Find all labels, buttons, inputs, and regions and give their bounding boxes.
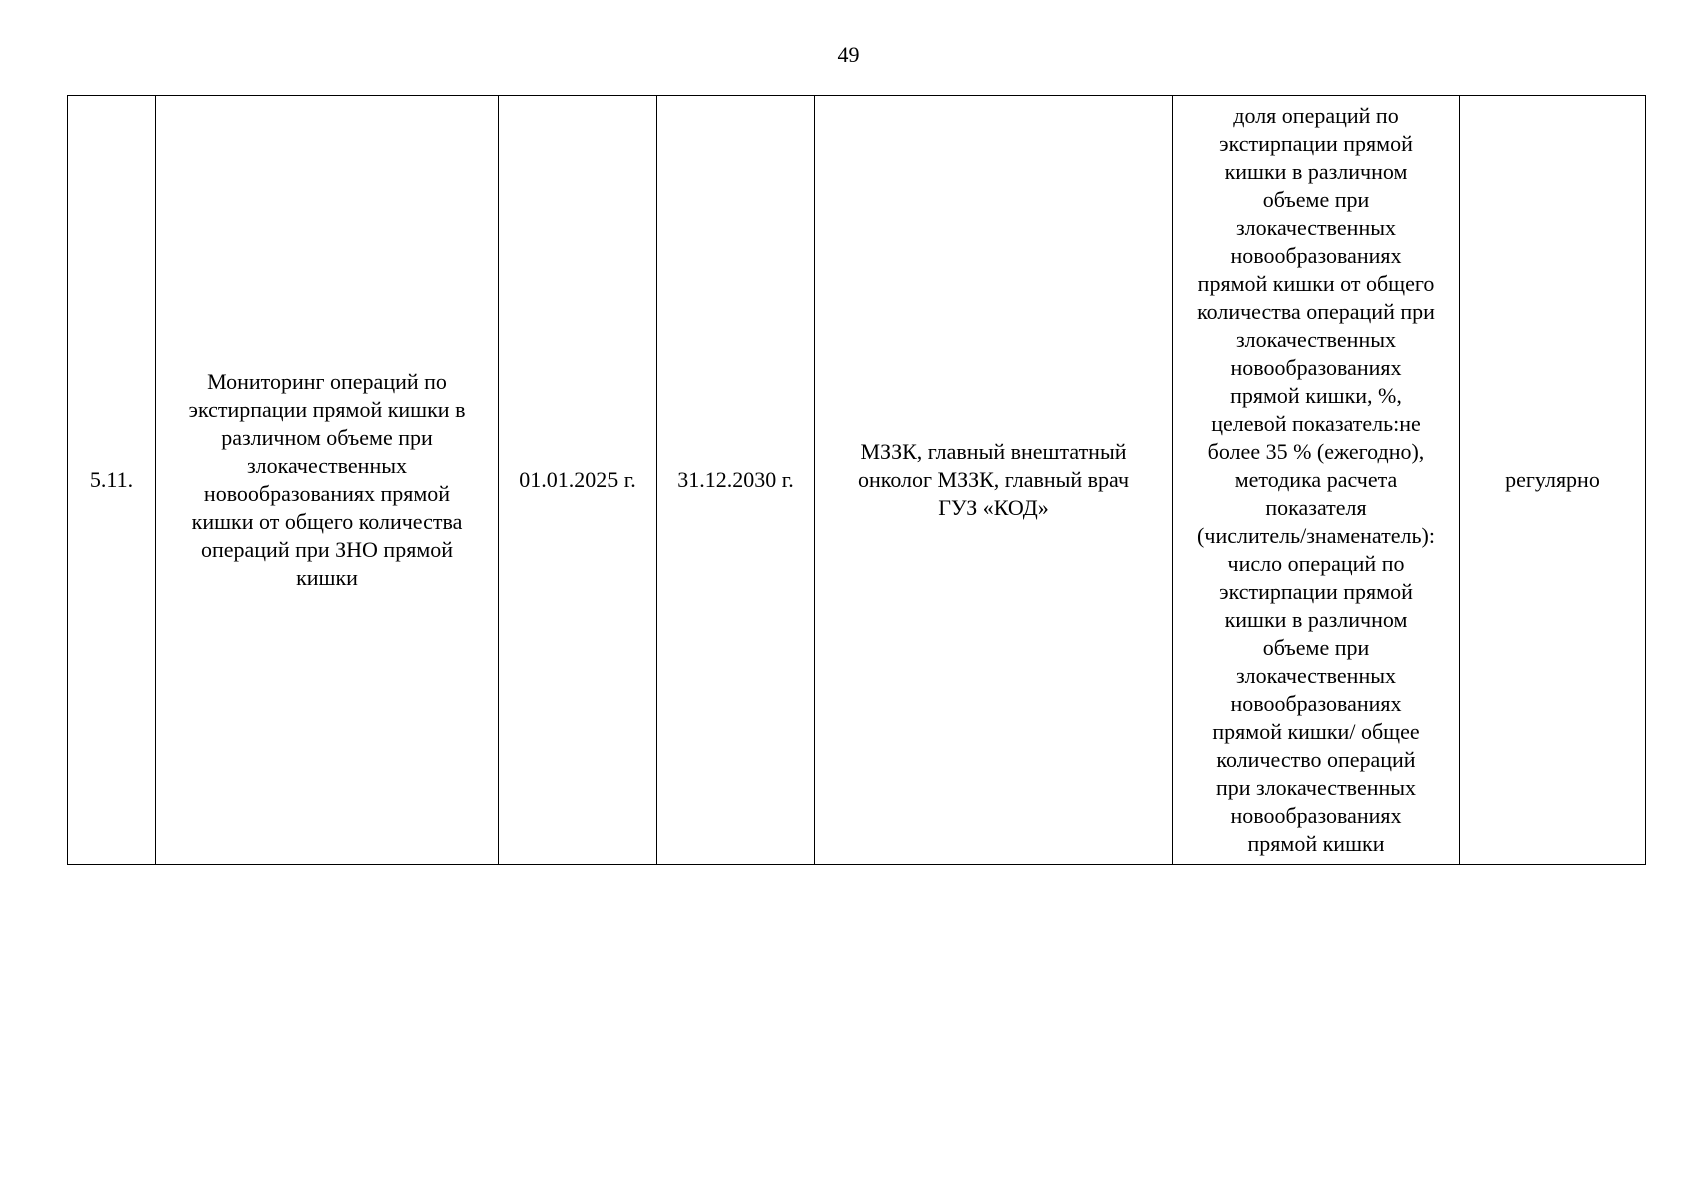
end-date-cell: 31.12.2030 г. bbox=[657, 96, 815, 865]
periodicity-cell: регулярно bbox=[1460, 96, 1646, 865]
measure-name-cell: Мониторинг операций по экстирпации прямой кишки в различном объеме при злокачественных новообразованиях прямой кишки от общего количества операций при ЗНО прямой кишки bbox=[156, 96, 499, 865]
page-number: 49 bbox=[837, 42, 860, 67]
start-date-cell: 01.01.2025 г. bbox=[499, 96, 657, 865]
measures-table bbox=[67, 95, 1646, 865]
row-number-cell: 5.11. bbox=[68, 96, 156, 865]
table-row bbox=[68, 96, 1646, 865]
indicator-cell: доля операций по экстирпации прямой кишки в различном объеме при злокачественных новообразованиях прямой кишки от общего количества операций при злокачественных новообразованиях прямой кишки, %, целевой показатель:не более 35 % (ежегодно), методика расчета показателя (числитель/знаменатель): число операций по экстирпации прямой кишки в различном объеме при злокачественных новообразованиях прямой кишки/ общее количество операций при злокачественных новообразованиях прямой кишки bbox=[1173, 96, 1460, 865]
responsible-cell: МЗЗК, главный внештатный онколог МЗЗК, главный врач ГУЗ «КОД» bbox=[815, 96, 1173, 865]
